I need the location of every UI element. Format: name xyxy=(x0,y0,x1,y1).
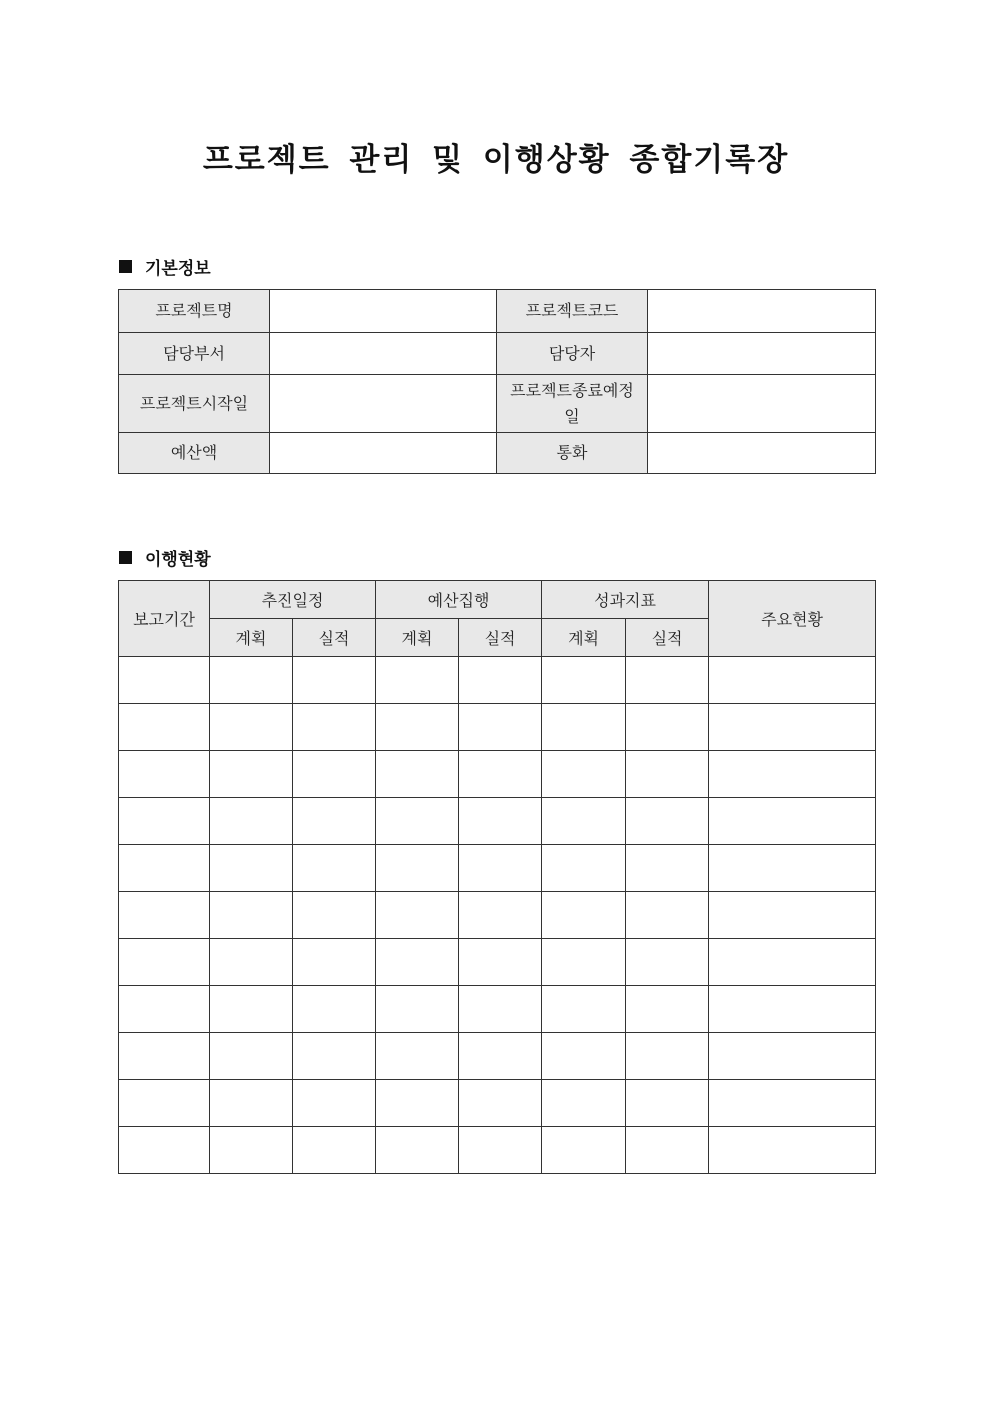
cell-budget-plan[interactable] xyxy=(376,657,459,704)
cell-main-status[interactable] xyxy=(709,657,876,704)
basic-info-row xyxy=(119,433,876,474)
cell-schedule-plan[interactable] xyxy=(210,657,293,704)
section-heading-basic-info xyxy=(119,254,211,279)
cell-report-period[interactable] xyxy=(119,1080,210,1127)
cell-main-status[interactable] xyxy=(709,845,876,892)
cell-budget-plan[interactable] xyxy=(376,845,459,892)
cell-kpi-actual[interactable] xyxy=(626,1127,709,1174)
cell-kpi-actual[interactable] xyxy=(626,751,709,798)
header-schedule-actual: 실적 xyxy=(293,619,376,657)
cell-kpi-actual[interactable] xyxy=(626,845,709,892)
header-budget-execution: 예산집행 xyxy=(376,581,542,619)
cell-budget-plan[interactable] xyxy=(376,751,459,798)
cell-main-status[interactable] xyxy=(709,1127,876,1174)
cell-budget-plan[interactable] xyxy=(376,986,459,1033)
cell-main-status[interactable] xyxy=(709,1033,876,1080)
field-value[interactable] xyxy=(270,333,497,375)
field-label: 프로젝트명 xyxy=(119,290,270,333)
cell-schedule-actual[interactable] xyxy=(293,751,376,798)
cell-kpi-plan[interactable] xyxy=(542,1033,626,1080)
cell-main-status[interactable] xyxy=(709,1080,876,1127)
header-main-status: 주요현황 xyxy=(709,581,876,657)
cell-budget-actual[interactable] xyxy=(459,751,542,798)
cell-budget-actual[interactable] xyxy=(459,986,542,1033)
table-row xyxy=(119,892,876,939)
cell-schedule-actual[interactable] xyxy=(293,986,376,1033)
field-label: 프로젝트시작일 xyxy=(119,375,270,433)
cell-main-status[interactable] xyxy=(709,892,876,939)
square-bullet-icon xyxy=(119,260,132,273)
cell-kpi-plan[interactable] xyxy=(542,892,626,939)
cell-report-period[interactable] xyxy=(119,986,210,1033)
cell-budget-plan[interactable] xyxy=(376,892,459,939)
cell-budget-actual[interactable] xyxy=(459,939,542,986)
cell-schedule-plan[interactable] xyxy=(210,939,293,986)
cell-kpi-plan[interactable] xyxy=(542,704,626,751)
field-label: 통화 xyxy=(497,433,648,474)
cell-kpi-plan[interactable] xyxy=(542,1080,626,1127)
cell-budget-actual[interactable] xyxy=(459,704,542,751)
cell-schedule-actual[interactable] xyxy=(293,1127,376,1174)
cell-report-period[interactable] xyxy=(119,751,210,798)
section-heading-label: 이행현황 xyxy=(145,550,211,570)
header-schedule: 추진일정 xyxy=(210,581,376,619)
cell-schedule-actual[interactable] xyxy=(293,1033,376,1080)
cell-kpi-actual[interactable] xyxy=(626,704,709,751)
cell-report-period[interactable] xyxy=(119,1127,210,1174)
cell-schedule-actual[interactable] xyxy=(293,704,376,751)
field-label: 담당부서 xyxy=(119,333,270,375)
cell-budget-plan[interactable] xyxy=(376,704,459,751)
section-heading-label: 기본정보 xyxy=(145,259,211,279)
cell-schedule-plan[interactable] xyxy=(210,704,293,751)
cell-kpi-actual[interactable] xyxy=(626,1033,709,1080)
cell-schedule-actual[interactable] xyxy=(293,939,376,986)
cell-kpi-plan[interactable] xyxy=(542,939,626,986)
cell-schedule-actual[interactable] xyxy=(293,798,376,845)
cell-kpi-actual[interactable] xyxy=(626,1080,709,1127)
progress-table xyxy=(118,580,876,1174)
field-value[interactable] xyxy=(270,375,497,433)
table-row xyxy=(119,939,876,986)
cell-budget-actual[interactable] xyxy=(459,798,542,845)
cell-report-period[interactable] xyxy=(119,704,210,751)
cell-schedule-plan[interactable] xyxy=(210,1080,293,1127)
field-label: 담당자 xyxy=(497,333,648,375)
header-budget-actual: 실적 xyxy=(459,619,542,657)
cell-schedule-plan[interactable] xyxy=(210,1127,293,1174)
cell-schedule-plan[interactable] xyxy=(210,751,293,798)
cell-report-period[interactable] xyxy=(119,892,210,939)
cell-budget-plan[interactable] xyxy=(376,1127,459,1174)
cell-kpi-actual[interactable] xyxy=(626,939,709,986)
cell-schedule-actual[interactable] xyxy=(293,892,376,939)
field-value[interactable] xyxy=(648,375,876,433)
table-row xyxy=(119,1127,876,1174)
table-row xyxy=(119,1033,876,1080)
cell-budget-plan[interactable] xyxy=(376,798,459,845)
cell-kpi-actual[interactable] xyxy=(626,986,709,1033)
cell-report-period[interactable] xyxy=(119,939,210,986)
cell-kpi-plan[interactable] xyxy=(542,751,626,798)
page-title: 프로젝트 관리 및 이행상황 종합기록장 xyxy=(202,142,790,178)
field-label: 예산액 xyxy=(119,433,270,474)
cell-schedule-plan[interactable] xyxy=(210,986,293,1033)
basic-info-row xyxy=(119,290,876,333)
basic-info-row xyxy=(119,333,876,375)
table-row xyxy=(119,798,876,845)
cell-kpi-plan[interactable] xyxy=(542,1127,626,1174)
section-heading-progress xyxy=(119,545,211,570)
cell-main-status[interactable] xyxy=(709,751,876,798)
cell-schedule-actual[interactable] xyxy=(293,657,376,704)
header-performance-indicator: 성과지표 xyxy=(542,581,709,619)
cell-budget-plan[interactable] xyxy=(376,939,459,986)
field-value[interactable] xyxy=(270,290,497,333)
table-row xyxy=(119,845,876,892)
cell-kpi-plan[interactable] xyxy=(542,798,626,845)
cell-budget-actual[interactable] xyxy=(459,657,542,704)
cell-budget-actual[interactable] xyxy=(459,1080,542,1127)
header-kpi-actual: 실적 xyxy=(626,619,709,657)
table-row xyxy=(119,986,876,1033)
cell-budget-plan[interactable] xyxy=(376,1080,459,1127)
header-schedule-plan: 계획 xyxy=(210,619,293,657)
basic-info-row xyxy=(119,375,876,433)
field-label: 프로젝트종료예정일 xyxy=(497,375,648,433)
table-row xyxy=(119,1080,876,1127)
cell-budget-actual[interactable] xyxy=(459,845,542,892)
field-value[interactable] xyxy=(270,433,497,474)
field-value[interactable] xyxy=(648,333,876,375)
table-row xyxy=(119,657,876,704)
field-value[interactable] xyxy=(648,290,876,333)
cell-kpi-plan[interactable] xyxy=(542,657,626,704)
header-kpi-plan: 계획 xyxy=(542,619,626,657)
header-report-period: 보고기간 xyxy=(119,581,210,657)
cell-budget-actual[interactable] xyxy=(459,1033,542,1080)
basic-info-table xyxy=(118,289,876,474)
square-bullet-icon xyxy=(119,551,132,564)
cell-main-status[interactable] xyxy=(709,704,876,751)
cell-schedule-plan[interactable] xyxy=(210,845,293,892)
cell-report-period[interactable] xyxy=(119,1033,210,1080)
cell-budget-actual[interactable] xyxy=(459,1127,542,1174)
cell-schedule-plan[interactable] xyxy=(210,892,293,939)
field-value[interactable] xyxy=(648,433,876,474)
cell-report-period[interactable] xyxy=(119,657,210,704)
cell-schedule-plan[interactable] xyxy=(210,798,293,845)
cell-kpi-plan[interactable] xyxy=(542,845,626,892)
cell-report-period[interactable] xyxy=(119,845,210,892)
header-budget-plan: 계획 xyxy=(376,619,459,657)
cell-schedule-actual[interactable] xyxy=(293,845,376,892)
cell-main-status[interactable] xyxy=(709,798,876,845)
cell-schedule-actual[interactable] xyxy=(293,1080,376,1127)
cell-budget-plan[interactable] xyxy=(376,1033,459,1080)
cell-report-period[interactable] xyxy=(119,798,210,845)
cell-kpi-actual[interactable] xyxy=(626,798,709,845)
cell-schedule-plan[interactable] xyxy=(210,1033,293,1080)
cell-kpi-plan[interactable] xyxy=(542,986,626,1033)
cell-main-status[interactable] xyxy=(709,986,876,1033)
table-row xyxy=(119,704,876,751)
cell-main-status[interactable] xyxy=(709,939,876,986)
cell-budget-actual[interactable] xyxy=(459,892,542,939)
table-row xyxy=(119,751,876,798)
cell-kpi-actual[interactable] xyxy=(626,657,709,704)
field-label: 프로젝트코드 xyxy=(497,290,648,333)
cell-kpi-actual[interactable] xyxy=(626,892,709,939)
